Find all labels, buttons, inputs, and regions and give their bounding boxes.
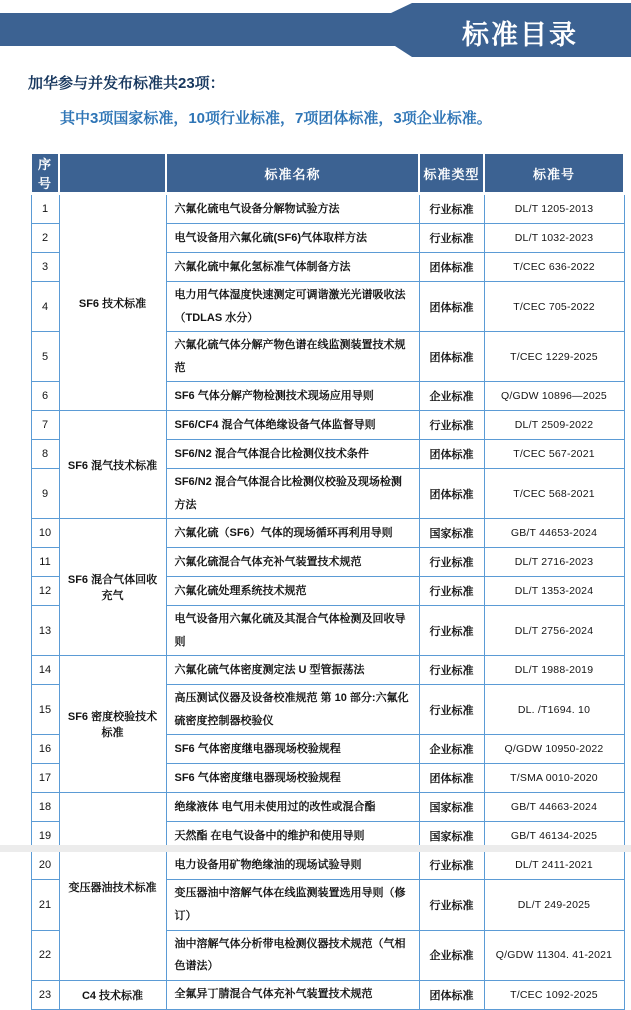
standard-number-cell: DL/T 1353-2024 (484, 577, 624, 606)
standard-name-cell: 六氟化硫处理系统技术规范 (166, 577, 419, 606)
row-number-cell: 19 (31, 822, 59, 851)
row-number-cell: 21 (31, 880, 59, 930)
standard-type-cell: 国家标准 (419, 793, 484, 822)
standard-name-cell: 高压测试仪器及设备校准规范 第 10 部分:六氟化硫密度控制器校验仪 (166, 685, 419, 735)
standard-name-cell: SF6/N2 混合气体混合比检测仪校验及现场检测方法 (166, 469, 419, 519)
standard-number-cell: T/CEC 636-2022 (484, 253, 624, 282)
table-header-row (31, 153, 624, 194)
standard-type-cell: 团体标准 (419, 253, 484, 282)
table-body (31, 194, 624, 1010)
row-number-cell: 1 (31, 194, 59, 224)
standard-number-cell: Q/GDW 10950-2022 (484, 735, 624, 764)
standard-name-cell: 六氟化硫（SF6）气体的现场循环再利用导则 (166, 519, 419, 548)
table-row (31, 411, 624, 440)
standard-number-cell: DL/T 2756-2024 (484, 606, 624, 656)
bottom-strip (0, 845, 631, 852)
standard-type-cell: 行业标准 (419, 606, 484, 656)
table-row (31, 656, 624, 685)
standard-number-cell: DL/T 249-2025 (484, 880, 624, 930)
standard-type-cell: 行业标准 (419, 851, 484, 880)
row-number-cell: 23 (31, 980, 59, 1009)
standard-type-cell: 企业标准 (419, 930, 484, 980)
row-number-cell: 14 (31, 656, 59, 685)
standard-type-cell: 行业标准 (419, 548, 484, 577)
row-number-cell: 9 (31, 469, 59, 519)
standard-type-cell: 行业标准 (419, 685, 484, 735)
standard-name-cell: SF6 气体密度继电器现场校验规程 (166, 764, 419, 793)
standard-name-cell: 电气设备用六氟化硫(SF6)气体取样方法 (166, 224, 419, 253)
standard-type-cell: 行业标准 (419, 577, 484, 606)
standard-name-cell: 绝缘液体 电气用未使用过的改性或混合酯 (166, 793, 419, 822)
row-number-cell: 20 (31, 851, 59, 880)
standard-type-cell: 行业标准 (419, 224, 484, 253)
standard-type-cell: 行业标准 (419, 880, 484, 930)
category-cell: SF6 混合气体回收充气 (59, 519, 166, 656)
standard-type-cell: 团体标准 (419, 764, 484, 793)
row-number-cell: 11 (31, 548, 59, 577)
standard-number-cell: DL/T 2411-2021 (484, 851, 624, 880)
standard-type-cell: 团体标准 (419, 332, 484, 382)
standard-type-cell: 行业标准 (419, 656, 484, 685)
category-cell: SF6 混气技术标准 (59, 411, 166, 519)
intro-detail-line: 其中3项国家标准，10项行业标准，7项团体标准，3项企业标准。 (60, 110, 492, 127)
row-number-cell: 5 (31, 332, 59, 382)
header-banner (0, 0, 631, 58)
table-header (31, 153, 624, 194)
standard-name-cell: 电气设备用六氟化硫及其混合气体检测及回收导则 (166, 606, 419, 656)
standard-number-cell: T/CEC 1092-2025 (484, 980, 624, 1009)
standard-type-cell: 国家标准 (419, 822, 484, 851)
standard-type-cell: 行业标准 (419, 411, 484, 440)
row-number-cell: 22 (31, 930, 59, 980)
standard-name-cell: 电力设备用矿物绝缘油的现场试验导则 (166, 851, 419, 880)
col-header-no: 序号 (31, 153, 59, 194)
standard-number-cell: DL/T 1032-2023 (484, 224, 624, 253)
standard-type-cell: 团体标准 (419, 282, 484, 332)
standard-name-cell: 全氟异丁腈混合气体充补气装置技术规范 (166, 980, 419, 1009)
row-number-cell: 15 (31, 685, 59, 735)
table-row (31, 519, 624, 548)
row-number-cell: 18 (31, 793, 59, 822)
standard-name-cell: SF6 气体密度继电器现场校验规程 (166, 735, 419, 764)
standard-type-cell: 团体标准 (419, 440, 484, 469)
standard-name-cell: 变压器油中溶解气体在线监测装置选用导则（修订） (166, 880, 419, 930)
standard-type-cell: 国家标准 (419, 519, 484, 548)
standard-type-cell: 行业标准 (419, 194, 484, 224)
standard-name-cell: SF6/N2 混合气体混合比检测仪技术条件 (166, 440, 419, 469)
standard-name-cell: 油中溶解气体分析带电检测仪器技术规范（气相色谱法） (166, 930, 419, 980)
standard-type-cell: 企业标准 (419, 735, 484, 764)
standard-name-cell: SF6/CF4 混合气体绝缘设备气体监督导则 (166, 411, 419, 440)
row-number-cell: 10 (31, 519, 59, 548)
standard-name-cell: 电力用气体湿度快速测定可调谐激光光谱吸收法（TDLAS 水分） (166, 282, 419, 332)
table-row (31, 980, 624, 1009)
row-number-cell: 13 (31, 606, 59, 656)
standard-number-cell: T/CEC 1229-2025 (484, 332, 624, 382)
standard-type-cell: 企业标准 (419, 382, 484, 411)
standard-name-cell: 六氟化硫气体分解产物色谱在线监测装置技术规范 (166, 332, 419, 382)
category-cell: C4 技术标准 (59, 980, 166, 1009)
standard-number-cell: DL/T 1205-2013 (484, 194, 624, 224)
row-number-cell: 8 (31, 440, 59, 469)
standard-name-cell: 六氟化硫气体密度测定法 U 型管振荡法 (166, 656, 419, 685)
standard-number-cell: T/CEC 567-2021 (484, 440, 624, 469)
row-number-cell: 6 (31, 382, 59, 411)
col-header-type: 标准类型 (419, 153, 484, 194)
row-number-cell: 16 (31, 735, 59, 764)
standard-number-cell: DL/T 2716-2023 (484, 548, 624, 577)
standard-type-cell: 团体标准 (419, 980, 484, 1009)
col-header-category (59, 153, 166, 194)
row-number-cell: 12 (31, 577, 59, 606)
standard-number-cell: GB/T 44653-2024 (484, 519, 624, 548)
standard-number-cell: T/CEC 705-2022 (484, 282, 624, 332)
standard-number-cell: DL/T 2509-2022 (484, 411, 624, 440)
intro-block (28, 72, 631, 128)
standard-number-cell: DL/T 1988-2019 (484, 656, 624, 685)
row-number-cell: 17 (31, 764, 59, 793)
standard-number-cell: T/CEC 568-2021 (484, 469, 624, 519)
standard-type-cell: 团体标准 (419, 469, 484, 519)
table-row (31, 793, 624, 822)
page-title: 标准目录 (462, 20, 578, 50)
standard-number-cell: GB/T 44663-2024 (484, 793, 624, 822)
row-number-cell: 7 (31, 411, 59, 440)
category-cell: 变压器油技术标准 (59, 793, 166, 980)
category-cell: SF6 技术标准 (59, 194, 166, 411)
standard-name-cell: SF6 气体分解产物检测技术现场应用导则 (166, 382, 419, 411)
standard-number-cell: Q/GDW 11304. 41-2021 (484, 930, 624, 980)
standard-name-cell: 六氟化硫中氟化氢标准气体制备方法 (166, 253, 419, 282)
standard-name-cell: 六氟化硫电气设备分解物试验方法 (166, 194, 419, 224)
standards-table (30, 152, 625, 1010)
row-number-cell: 2 (31, 224, 59, 253)
table-row (31, 194, 624, 224)
col-header-number: 标准号 (484, 153, 624, 194)
category-cell: SF6 密度校验技术标准 (59, 656, 166, 793)
intro-summary-line: 加华参与并发布标准共23项： (28, 75, 225, 92)
standard-number-cell: Q/GDW 10896—2025 (484, 382, 624, 411)
standard-name-cell: 六氟化硫混合气体充补气装置技术规范 (166, 548, 419, 577)
row-number-cell: 3 (31, 253, 59, 282)
standard-name-cell: 天然酯 在电气设备中的维护和使用导则 (166, 822, 419, 851)
standard-number-cell: T/SMA 0010-2020 (484, 764, 624, 793)
col-header-name: 标准名称 (166, 153, 419, 194)
standard-number-cell: DL. /T1694. 10 (484, 685, 624, 735)
row-number-cell: 4 (31, 282, 59, 332)
standard-number-cell: GB/T 46134-2025 (484, 822, 624, 851)
